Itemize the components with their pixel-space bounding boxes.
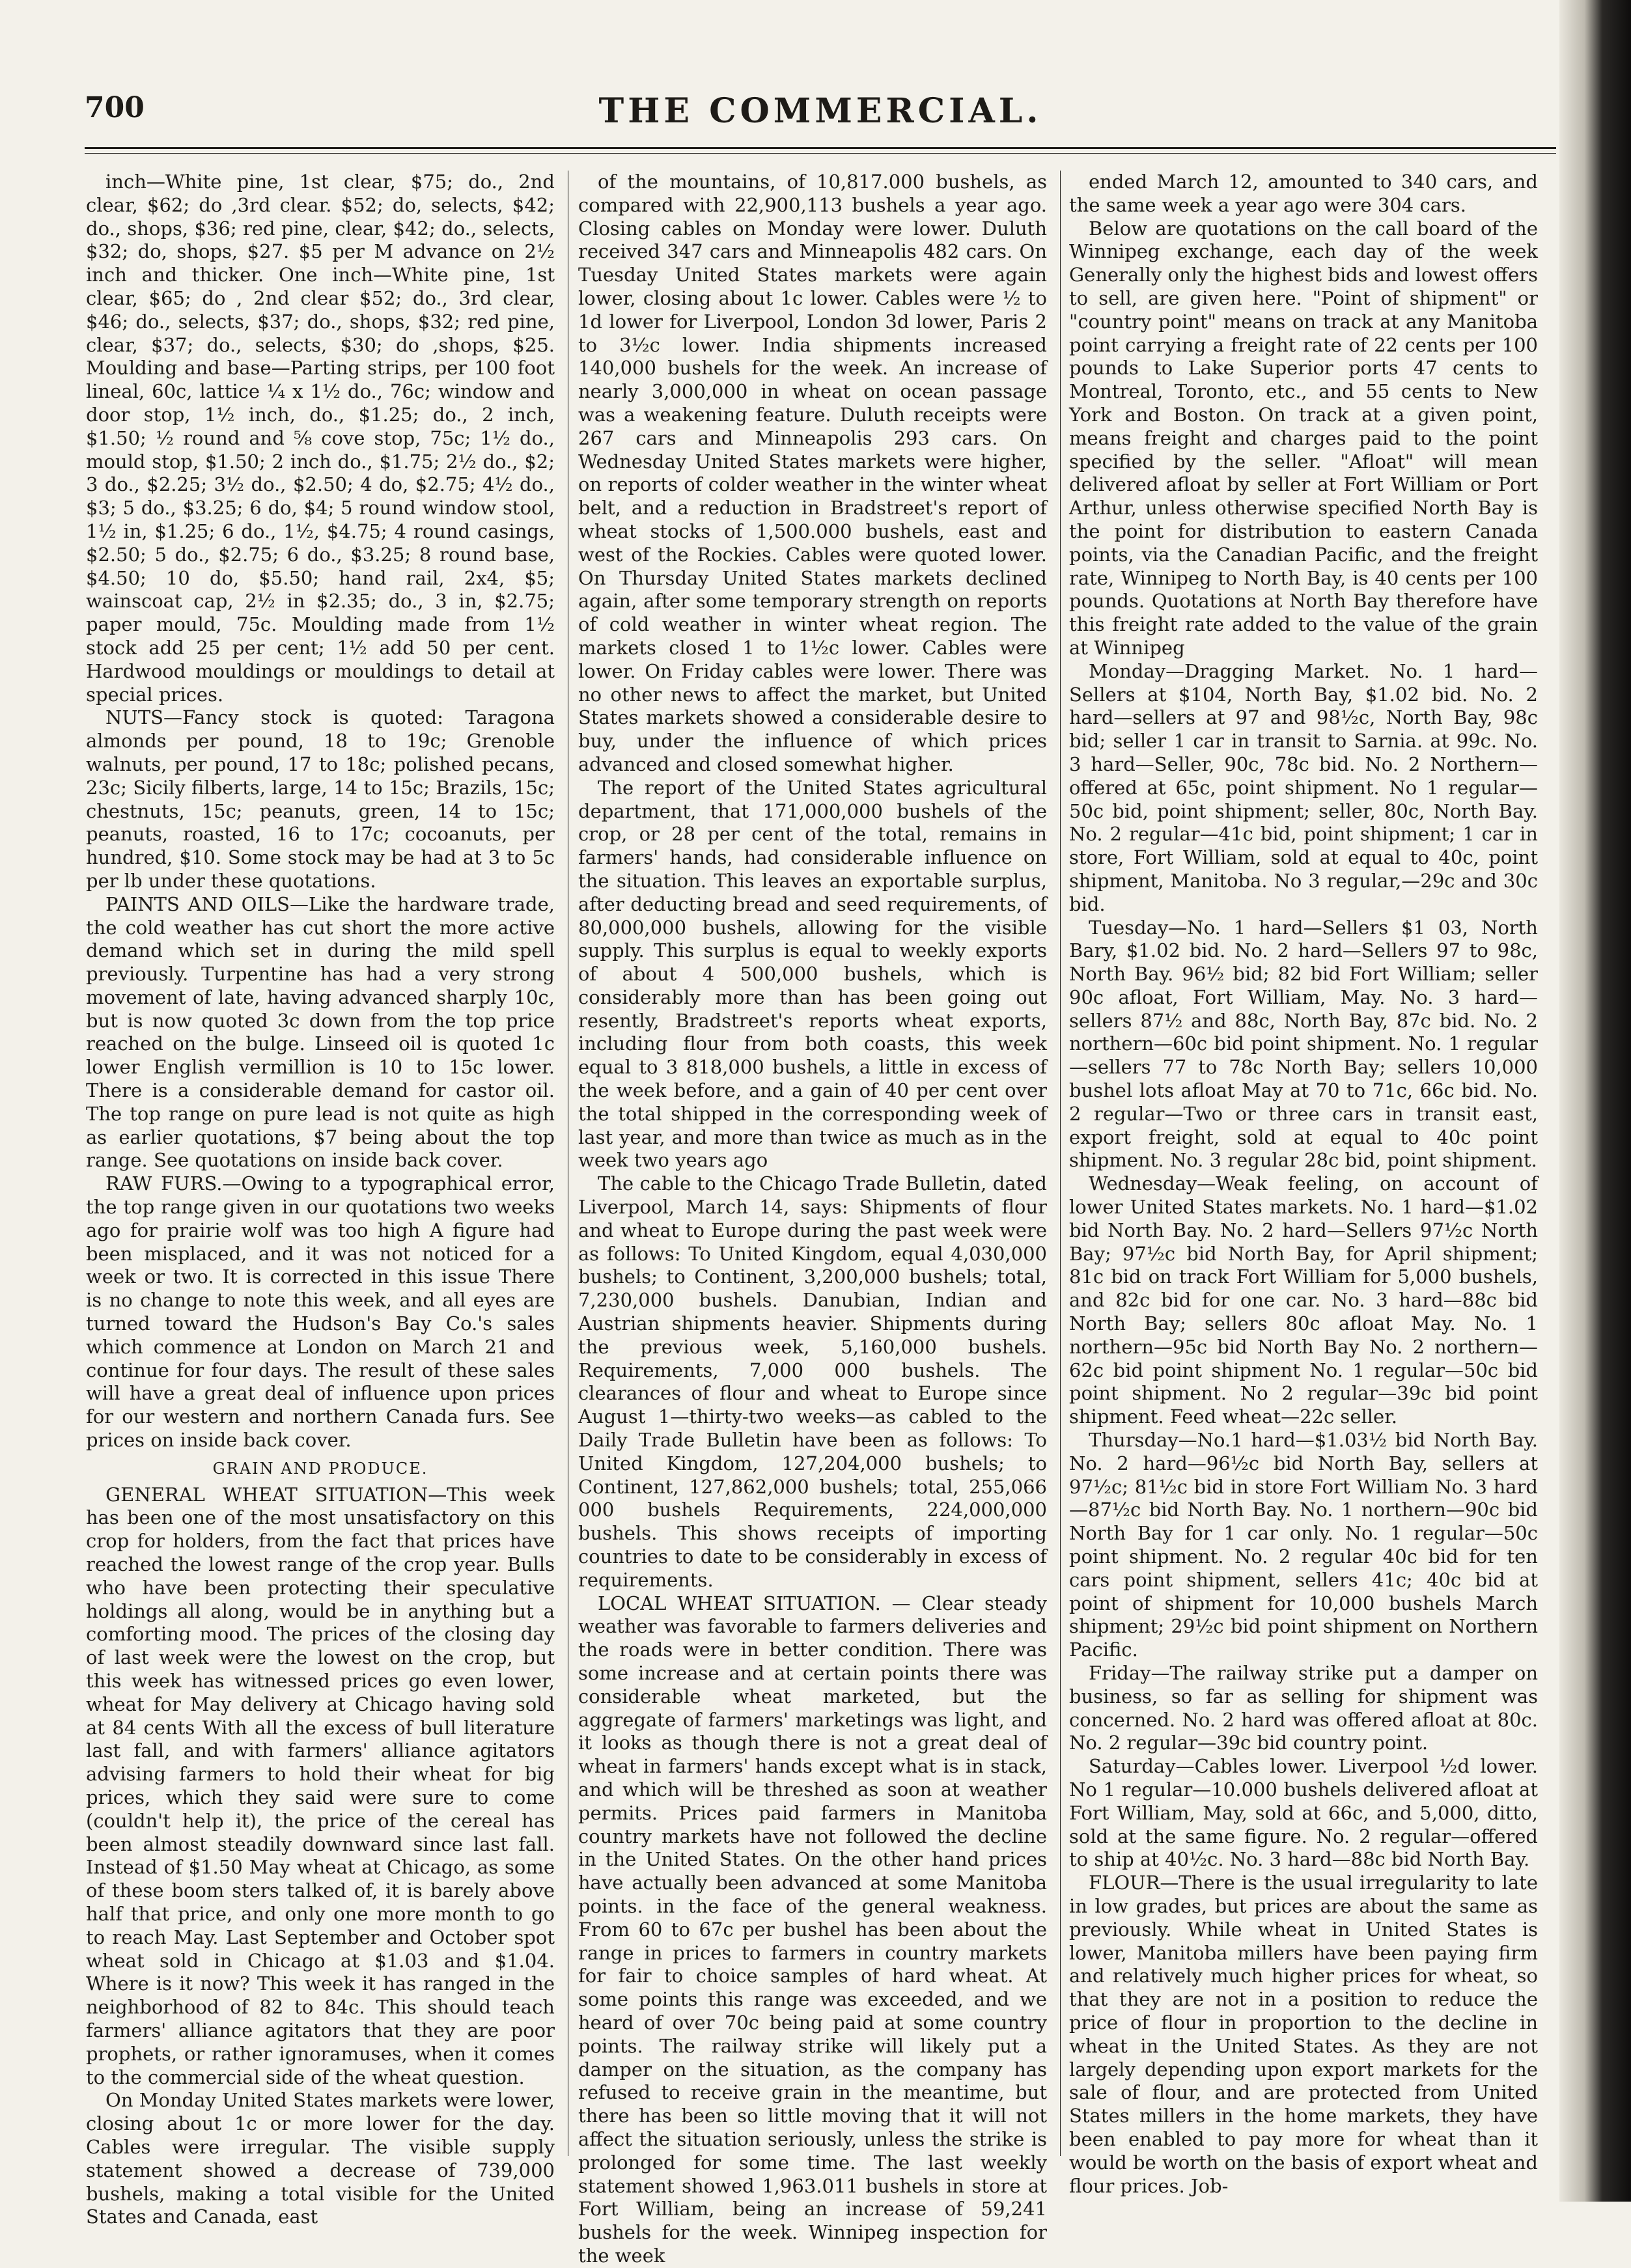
header-rule xyxy=(85,147,1556,154)
paragraph: Monday—Dragging Market. No. 1 hard—Sellers at $104, North Bay, $1.02 bid. No. 2 hard—sellers at 97 and 98½c, North Bay, 98c bid; seller 1 car in transit to Sarnia. at 99c. No. 3 hard—Seller, 90c, 78c bid. No. 2 Northern—offered at 65c, point shipment. No 1 regular—50c bid, point shipment; seller, 80c, North Bay. No. 2 regular—41c bid, point shipment; 1 car in store, Fort William, sold at equal to 40c, point shipment, Manitoba. No 3 regular,—29c and 30c bid. xyxy=(1069,659,1538,915)
paragraph: Wednesday—Weak feeling, on account of lower United States markets. No. 1 hard—$1.02 bid North Bay. No. 2 hard—Sellers 97½c North Bay; 97½c bid North Bay, for April shipment; 81c bid on track Fort William for 5,000 bushels, and 82c bid for one car. No. 3 hard—88c bid North Bay; sellers 80c afloat May. No. 1 northern—95c bid North Bay No. 2 northern—62c bid point shipment No. 1 regular—50c bid point shipment. No 2 regular—39c bid point shipment. Feed wheat—22c seller. xyxy=(1069,1172,1538,1428)
paragraph: PAINTS AND OILS—Like the hardware trade, the cold weather has cut short the more active demand which set in during the mild spell previously. Turpentine has had a very strong movement of late, having advanced sharply 10c, but is now quoted 3c down from the top price reached on the bulge. Linseed oil is quoted 1c lower English vermillion is 10 to 15c lower. There is a considerable demand for castor oil. The top range on pure lead is not quite as high as earlier quotations, $7 being about the top range. See quotations on inside back cover. xyxy=(86,892,555,1172)
masthead-title: THE COMMERCIAL. xyxy=(598,91,1042,131)
column-3 xyxy=(1069,171,1539,2197)
paragraph: GENERAL WHEAT SITUATION—This week has been one of the most unsatisfactory on this crop for holders, from the fact that prices have reached the lowest range of the crop year. Bulls who have been protecting their speculative holdings all along, would be in anything but a comforting mood. The prices of the closing day of last week were the lowest on the crop, but this week has witnessed prices go even lower, wheat for May delivery at Chicago having sold at 84 cents With all the excess of bull literature last fall, and with farmers' alliance agitators advising farmers to hold their wheat for big prices, which they said were sure to come (couldn't help it), the price of the cereal has been almost steadily downward since last fall. Instead of $1.50 May wheat at Chicago, as some of these boom sters talked of, it is barely above half that price, and only one more month to go to reach May. Last September and October spot wheat sold in Chicago at $1.03 and $1.04. Where is it now? This week it has ranged in the neighborhood of 82 to 84c. This should teach farmers' alliance agitators that they are poor prophets, or rather ignoramuses, when it comes to the commercial side of the wheat question. xyxy=(86,1483,555,2088)
paragraph: NUTS—Fancy stock is quoted: Taragona almonds per pound, 18 to 19c; Grenoble walnuts, per pound, 17 to 18c; polished pecans, 23c; Sicily filberts, large, 14 to 15c; Brazils, 15c; chestnuts, 15c; peanuts, green, 14 to 15c; peanuts, roasted, 16 to 17c; cocoanuts, per hundred, $10. Some stock may be had at 3 to 5c per lb under these quotations. xyxy=(86,706,555,892)
paragraph: of the mountains, of 10,817.000 bushels, as compared with 22,900,113 bushels a year ago. Closing cables on Monday were lower. Duluth received 347 cars and Minneapolis 482 cars. On Tuesday United States markets were again lower, closing about 1c lower. Cables were ½ to 1d lower for Liverpool, London 3d lower, Paris 2 to 3½c lower. India shipments increased 140,000 bushels for the week. An increase of nearly 3,000,000 in wheat on ocean passage was a weakening feature. Duluth receipts were 267 cars and Minneapolis 293 cars. On Wednesday United States markets were higher, on reports of colder weather in the winter wheat belt, and a reduction in Bradstreet's report of wheat stocks of 1,500.000 bushels, east and west of the Rockies. Cables were quoted lower. On Thursday United States markets declined again, after some temporary strength on reports of cold weather in winter wheat region. The markets closed 1 to 1½c lower. Cables were lower. On Friday cables were lower. There was no other news to affect the market, but United States markets showed a considerable desire to buy, under the influence of which prices advanced and closed somewhat higher. xyxy=(578,171,1047,775)
paragraph: Saturday—Cables lower. Liverpool ½d lower. No 1 regular—10.000 bushels delivered afloat at Fort William, May, sold at 66c, and 5,000, ditto, sold at the same figure. No. 2 regular—offered to ship at 40½c. No. 3 hard—88c bid North Bay. xyxy=(1069,1755,1538,1871)
paragraph: RAW FURS.—Owing to a typographical error, the top range given in our quotations two weeks ago for prairie wolf was too high A figure had been misplaced, and it was not noticed for a week or two. It is corrected in this issue There is no change to note this week, and all eyes are turned toward the Hudson's Bay Co.'s sales which commence at London on March 21 and continue for four days. The result of these sales will have a great deal of influence upon prices for our western and northern Canada furs. See prices on inside back cover. xyxy=(86,1172,555,1452)
page-header xyxy=(85,91,1556,150)
paragraph: The cable to the Chicago Trade Bulletin, dated Liverpool, March 14, says: Shipments of flour and wheat to Europe during the past week were as follows: To United Kingdom, equal 4,030,000 bushels; to Continent, 3,200,000 bushels; total, 7,230,000 bushels. Danubian, Indian and Austrian shipments heavier. Shipments during the previous week, 5,160,000 bushels. Requirements, 7,000 000 bushels. The clearances of flour and wheat to Europe since August 1—thirty-two weeks—as cabled to the Daily Trade Bulletin have been as follows: To United Kingdom, 127,204,000 bushels; to Continent, 127,862,000 bushels; total, 255,066 000 bushels Requirements, 224,000,000 bushels. This shows receipts of importing countries to date to be considerably in excess of requirements. xyxy=(578,1172,1047,1591)
column-1 xyxy=(86,171,555,2228)
paragraph: LOCAL WHEAT SITUATION. — Clear steady weather was favorable to farmers deliveries and the roads were in better condition. There was some increase and at certain points there was considerable wheat marketed, but the aggregate of farmers' marketings was light, and it looks as though there is not a great deal of wheat in farmers' hands except what is in stack, and which will be threshed as soon at weather permits. Prices paid farmers in Manitoba country markets have not followed the decline in the United States. On the other hand prices have actually been advanced at some Manitoba points. in the face of the general weakness. From 60 to 67c per bushel has been about the range in prices to farmers in country markets for fair to choice samples of hard wheat. At some points this range was exceeded, and we heard of over 70c being paid at some country points. The railway strike will likely put a damper on the situation, as the company has refused to receive grain in the meantime, but there has been so little moving that it will not affect the situation seriously, unless the strike is prolonged for some time. The last weekly statement showed 1,963.011 bushels in store at Fort William, being an increase of 59,241 bushels for the week. Winnipeg inspection for the week xyxy=(578,1592,1047,2267)
paragraph: On Monday United States markets were lower, closing about 1c or more lower for the day. Cables were irregular. The visible supply statement showed a decrease of 739,000 bushels, making a total visible for the United States and Canada, east xyxy=(86,2089,555,2228)
paragraph: Below are quotations on the call board of the Winnipeg exchange, each day of the week Generally only the highest bids and lowest offers to sell, are given here. "Point of shipment" or "country point" means on track at any Manitoba point carrying a freight rate of 22 cents per 100 pounds to Lake Superior ports 47 cents to Montreal, Toronto, etc., and 55 cents to New York and Boston. On track at a given point, means freight and charges paid to the point specified by the seller. "Afloat" will mean delivered afloat by seller at Fort William or Port Arthur, unless otherwise specified North Bay is the point for distribution to eastern Canada points, via the Canadian Pacific, and the freight rate, Winnipeg to North Bay, is 40 cents per 100 pounds. Quotations at North Bay therefore have this freight rate added to the value of the grain at Winnipeg xyxy=(1069,217,1539,659)
page-binding-edge xyxy=(1559,0,1631,2202)
paragraph: Tuesday—No. 1 hard—Sellers $1 03, North Bary, $1.02 bid. No. 2 hard—Sellers 97 to 98c, North Bay. 96½ bid; 82 bid Fort William; seller 90c afloat, Fort William, May. No. 3 hard—sellers 87½ and 88c, North Bay, 87c bid. No. 2 northern—60c bid point shipment. No. 1 regular—sellers 77 to 78c North Bay; sellers 10,000 bushel lots afloat May at 70 to 71c, 66c bid. No. 2 regular—Two or three cars in transit east, export freight, sold at equal to 40c point shipment. No. 3 regular 28c bid, point shipment. xyxy=(1069,916,1538,1172)
column-divider xyxy=(1060,171,1061,2156)
paragraph: FLOUR—There is the usual irregularity to late in low grades, but prices are about the same as previously. While wheat in United States is lower, Manitoba millers have been paying firm and relatively much higher prices for wheat, so that they are not in a position to reduce the price of flour in proportion to the decline in wheat in the United States. As they are not largely depending upon export markets for the sale of flour, and are protected from United States millers in the home markets, they have been enabled to pay more for wheat than it would be worth on the basis of export wheat and flour prices. Job- xyxy=(1069,1872,1538,2197)
page-number: 700 xyxy=(85,91,145,124)
paragraph: ended March 12, amounted to 340 cars, and the same week a year ago were 304 cars. xyxy=(1069,171,1538,216)
paragraph: Friday—The railway strike put a damper on business, so far as selling for shipment was concerned. No. 2 hard was offered afloat at 80c. No. 2 regular—39c bid country point. xyxy=(1069,1662,1538,1754)
paragraph: The report of the United States agricultural department, that 171,000,000 bushels of the crop, or 28 per cent of the total, remains in farmers' hands, had considerable influence on the situation. This leaves an exportable surplus, after deducting bread and seed requirements, of 80,000,000 bushels, allowing for the visible supply. This surplus is equal to weekly exports of about 4 500,000 bushels, which is considerably more than has been going out resently, Bradstreet's reports wheat exports, including flour from both coasts, this week equal to 3 818,000 bushels, a little in excess of the week before, and a gain of 40 per cent over the total shipped in the corresponding week of last year, and more than twice as much as in the week two years ago xyxy=(578,776,1047,1172)
paragraph: inch—White pine, 1st clear, $75; do., 2nd clear, $62; do ,3rd clear. $52; do, selects, $42; do., shops, $36; red pine, clear, $42; do., selects, $32; do, shops, $27. $5 per M advance on 2½ inch and thicker. One inch—White pine, 1st clear, $65; do , 2nd clear $52; do., 3rd clear, $46; do., selects, $37; do., shops, $32; red pine, clear, $37; do., selects, $30; do ,shops, $25. Moulding and base—Parting strips, per 100 foot lineal, 60c, lattice ¼ x 1½ do., 76c; window and door stop, 1½ inch, do., $1.25; do., 2 inch, $1.50; ½ round and ⅝ cove stop, 75c; 1½ do., mould stop, $1.50; 2 inch do., $1.75; 2½ do., $2; 3 do., $2.25; 3½ do., $2.50; 4 do, $2.75; 4½ do., $3; 5 do., $3.25; 6 do, $4; 5 round window stool, 1½ in, $1.25; 6 do., 1½, $4.75; 4 round casings, $2.50; 5 do., $2.75; 6 do., $3.25; 8 round base, $4.50; 10 do, $5.50; hand rail, 2x4, $5; wainscoat cap, 2½ in $2.35; do., 3 in, $2.75; paper mould, 75c. Moulding made from 1½ stock add 25 per cent; 1½ add 50 per cent. Hardwood mouldings or mouldings to detail at special prices. xyxy=(86,171,555,706)
section-subhead: GRAIN AND PRODUCE. xyxy=(212,1459,428,1478)
column-2 xyxy=(578,171,1047,2267)
paragraph: Thursday—No.1 hard—$1.03½ bid North Bay. No. 2 hard—96½c bid North Bay, sellers at 97½c; 81½c bid in store Fort William No. 3 hard—87½c bid North Bay. No. 1 northern—90c bid North Bay for 1 car only. No. 1 regular—50c point shipment. No. 2 regular 40c bid for ten cars point shipment, sellers 41c; 40c bid at point of shipment for 10,000 bushels March shipment; 29½c bid point shipment on Northern Pacific. xyxy=(1069,1429,1538,1661)
